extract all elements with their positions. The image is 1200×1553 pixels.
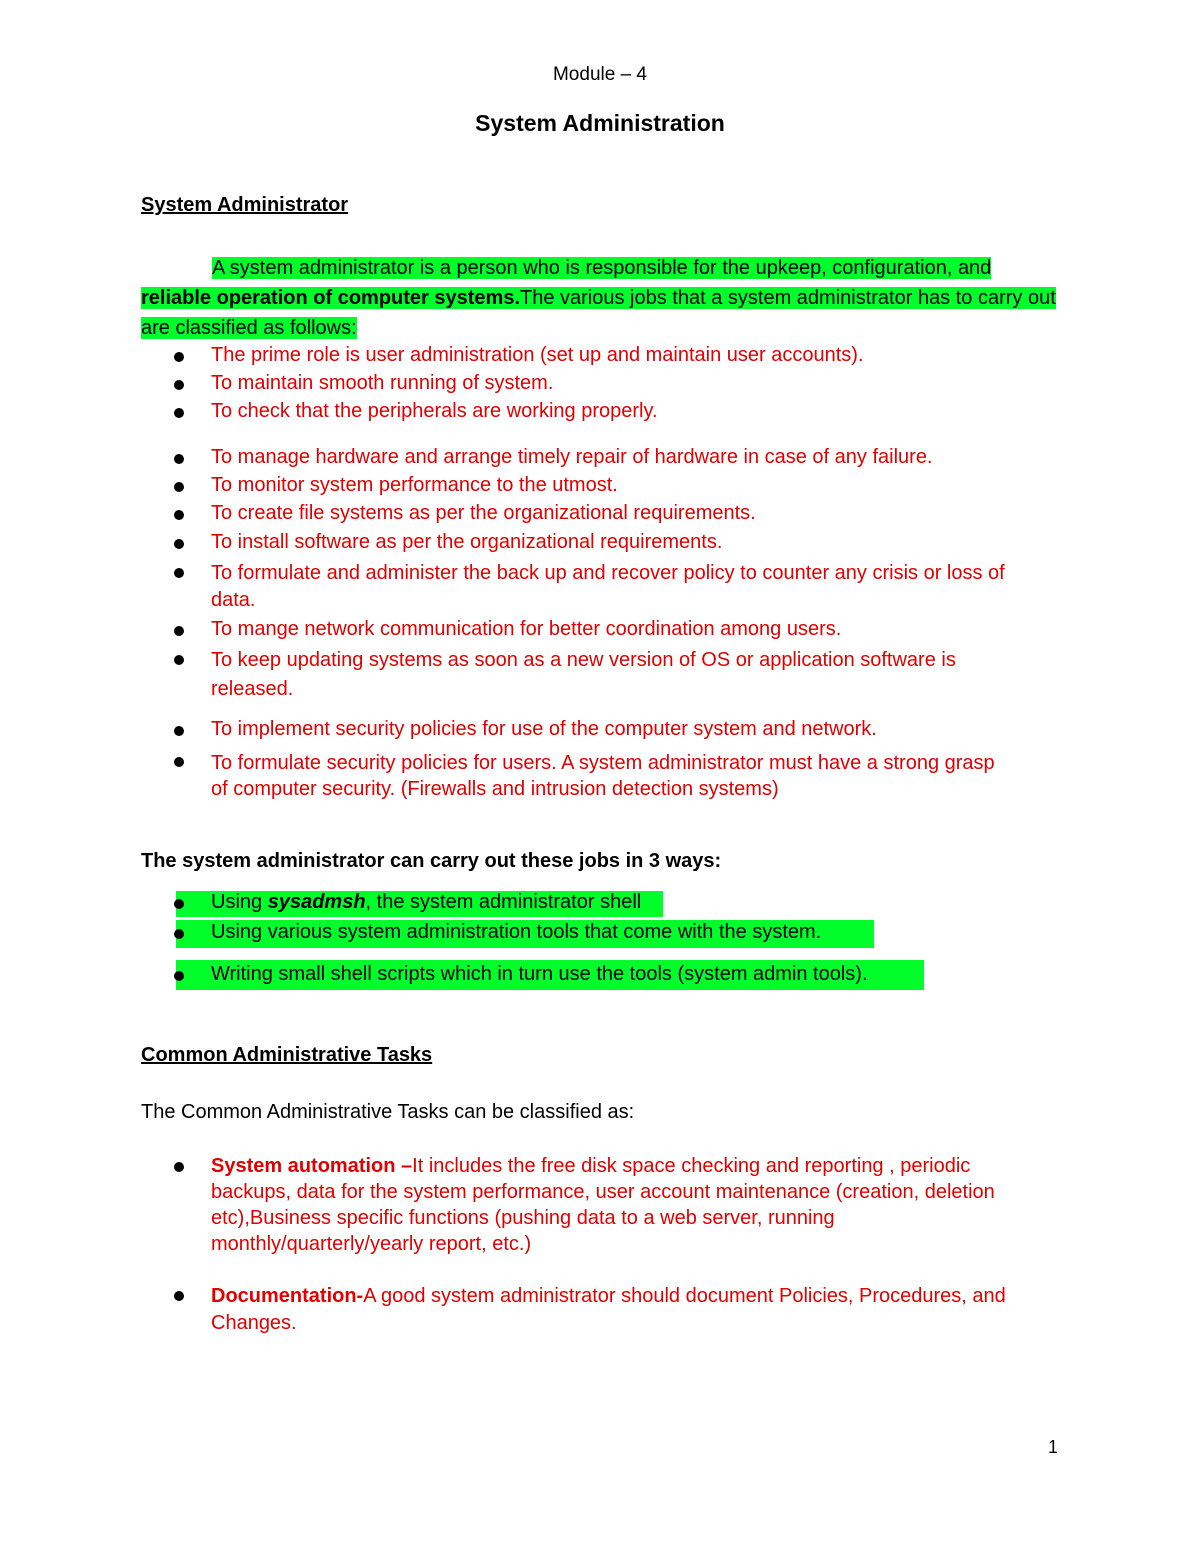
bullet-icon bbox=[174, 1291, 184, 1301]
bullet-icon bbox=[174, 757, 184, 767]
bullet-icon bbox=[174, 454, 184, 464]
list-item: To maintain smooth running of system. bbox=[211, 372, 554, 394]
bullet-icon bbox=[174, 1162, 184, 1172]
list-item: To monitor system performance to the utmost. bbox=[211, 474, 618, 496]
list-item: To implement security policies for use of the computer system and network. bbox=[211, 718, 877, 740]
list-item: The prime role is user administration (set up and maintain user accounts). bbox=[211, 344, 864, 366]
bullet-icon bbox=[174, 352, 184, 362]
bullet-icon bbox=[174, 655, 184, 665]
sysadmsh-term: sysadmsh bbox=[267, 891, 366, 913]
section-heading-common-tasks: Common Administrative Tasks bbox=[141, 1044, 433, 1066]
way-item-2: Using various system administration tools that come with the system. bbox=[211, 921, 822, 943]
list-item: To install software as per the organizational requirements. bbox=[211, 531, 723, 553]
task-item-documentation: Documentation-A good system administrator should document Policies, Procedures, and Changes. bbox=[211, 1285, 1006, 1334]
intro-text-3: The various jobs that a system administrator has to carry out are classified as follows: bbox=[141, 287, 1056, 339]
bullet-icon bbox=[174, 539, 184, 549]
bullet-icon bbox=[174, 482, 184, 492]
list-item: To formulate security policies for users. A system administrator must have a strong grasp of computer security. (Firewalls and intrusion detection systems) bbox=[211, 752, 995, 800]
page-number: 1 bbox=[1048, 1437, 1059, 1457]
bullet-icon bbox=[174, 929, 184, 939]
bullet-icon bbox=[174, 626, 184, 636]
list-item: To manage hardware and arrange timely repair of hardware in case of any failure. bbox=[211, 446, 933, 468]
way-item-1: Using sysadmsh, the system administrator shell bbox=[211, 891, 642, 913]
list-item: To check that the peripherals are working properly. bbox=[211, 400, 658, 422]
intro-text-2: reliable operation of computer systems. bbox=[141, 287, 520, 309]
ways-heading: The system administrator can carry out these jobs in 3 ways: bbox=[141, 850, 722, 872]
bullet-icon bbox=[174, 568, 184, 578]
bullet-icon bbox=[174, 971, 184, 981]
list-item: To create file systems as per the organizational requirements. bbox=[211, 502, 756, 524]
intro-paragraph bbox=[141, 253, 1066, 343]
tasks-intro: The Common Administrative Tasks can be classified as: bbox=[141, 1101, 635, 1123]
bullet-icon bbox=[174, 726, 184, 736]
intro-text-1: A system administrator is a person who is responsible for the upkeep, configuration, and bbox=[212, 257, 992, 279]
bullet-icon bbox=[174, 510, 184, 520]
bullet-icon bbox=[174, 380, 184, 390]
document-title: System Administration bbox=[475, 110, 725, 136]
list-item: To mange network communication for better coordination among users. bbox=[211, 618, 842, 640]
task-item-automation: System automation –It includes the free disk space checking and reporting , periodic backups, data for the system performance, user account maintenance (creation, deletion etc),Business specific functions (pushing data to a web server, running monthly/quarterly/yearly report, etc.) bbox=[211, 1155, 995, 1255]
list-item: To keep updating systems as soon as a new version of OS or application software is released. bbox=[211, 649, 956, 700]
module-label: Module – 4 bbox=[552, 64, 647, 85]
way-item-3: Writing small shell scripts which in turn use the tools (system admin tools). bbox=[211, 963, 868, 985]
list-item: To formulate and administer the back up and recover policy to counter any crisis or loss of data. bbox=[211, 562, 1005, 611]
bullet-icon bbox=[174, 408, 184, 418]
section-heading-system-administrator: System Administrator bbox=[141, 194, 349, 216]
bullet-icon bbox=[174, 899, 184, 909]
